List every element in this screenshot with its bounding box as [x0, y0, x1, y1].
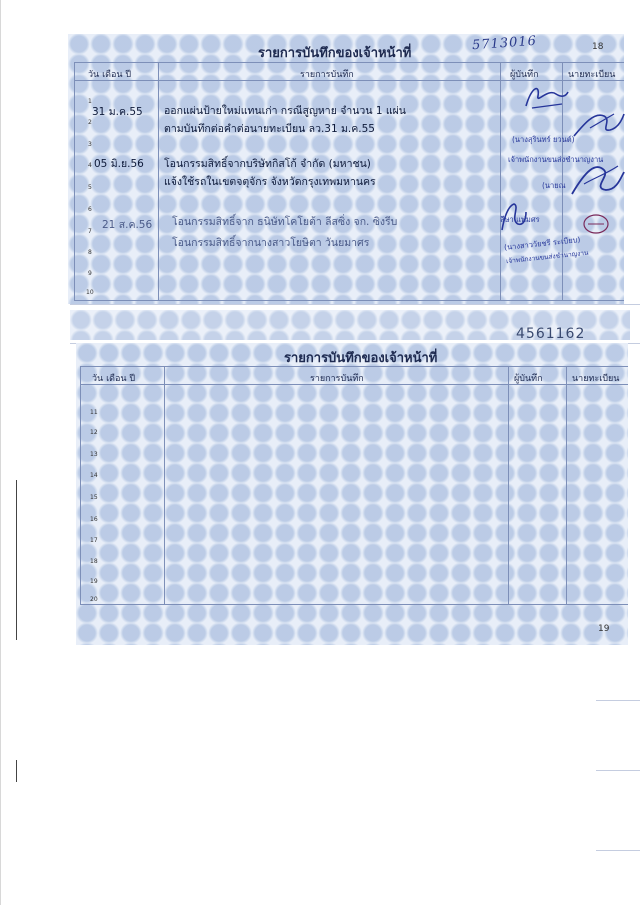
top-page-number: 18	[592, 42, 604, 52]
scan-line	[596, 770, 640, 771]
top-header-date: วัน เดือน ปี	[88, 70, 132, 80]
signature-name-4: (นางสาววัยชรี ระเบียบ)	[503, 235, 581, 252]
row-number: 19	[90, 578, 98, 585]
scan-line	[596, 850, 640, 851]
bottom-header-line	[80, 366, 628, 367]
entry-date: 31 ม.ค.55	[92, 106, 143, 118]
row-number: 5	[88, 184, 92, 191]
bottom-header-registrar: นายทะเบียน	[572, 374, 620, 384]
row-number: 8	[88, 249, 92, 256]
row-number: 14	[90, 472, 98, 479]
row-number: 17	[90, 537, 98, 544]
top-header-registrar: นายทะเบียน	[568, 70, 616, 80]
bottom-col-left	[80, 366, 81, 604]
top-col-date	[158, 62, 159, 300]
top-col-left	[74, 62, 75, 300]
bottom-register	[76, 343, 628, 645]
scan-line	[596, 700, 640, 701]
bottom-header-date: วัน เดือน ปี	[92, 374, 136, 384]
signature-1	[522, 82, 572, 112]
top-register-title: รายการบันทึกของเจ้าหน้าที่	[258, 46, 412, 61]
top-bottom-line	[74, 300, 624, 301]
row-number: 12	[90, 429, 98, 436]
row-number: 1	[88, 98, 92, 105]
entry-text: ออกแผ่นป้ายใหม่แทนเก่า กรณีสูญหาย จำนวน 1 แผ่น	[164, 105, 406, 117]
top-header-entry: รายการบันทึก	[300, 70, 354, 80]
row-number: 18	[90, 558, 98, 565]
scan-line	[70, 304, 640, 305]
entry-text: โอนกรรมสิทธิ์จากนางสาวโยษิตา วันยมาศร	[172, 237, 370, 249]
row-number: 10	[86, 289, 94, 296]
top-header-recorder: ผู้บันทึก	[510, 70, 539, 80]
signature-3	[566, 160, 626, 200]
top-col-entry	[500, 62, 501, 300]
bottom-col-recorder	[566, 366, 567, 604]
bottom-page-number: 19	[598, 624, 610, 634]
bottom-bottom-line	[80, 604, 628, 605]
bottom-header-recorder: ผู้บันทึก	[514, 374, 543, 384]
entry-text: โอนกรรมสิทธิ์จาก ธนิษัทโคโยต้า ลีสซิ่ง จก. ซิงรีบ	[172, 216, 398, 228]
bottom-col-entry	[508, 366, 509, 604]
row-number: 11	[90, 409, 98, 416]
signature-name-3: ลีษา แพ่มศร	[500, 215, 540, 224]
row-number: 4	[88, 162, 92, 169]
row-number: 16	[90, 516, 98, 523]
side-mark-lower	[16, 760, 17, 782]
entry-date: 21 ส.ค.56	[102, 219, 153, 231]
stamp-mark	[582, 212, 610, 236]
entry-text: ตามบันทึกต่อคำต่อนายทะเบียน ลว.31 ม.ค.55	[164, 123, 375, 135]
signature-name-1: (นางสุรินทร์ ยวนต์)	[512, 135, 575, 144]
entry-text: โอนกรรมสิทธิ์จากบริษัทกิสโก้ จำกัด (มหาชน)	[164, 158, 371, 170]
entry-date: 05 มิ.ย.56	[94, 158, 144, 170]
bottom-header-entry: รายการบันทึก	[310, 374, 364, 384]
handwritten-number: 5713016	[471, 33, 538, 54]
entry-text: แจ้งใช้รถในเขตจตุจักร จังหวัดกรุงเทพมหานคร	[164, 176, 376, 188]
bottom-col-date	[164, 366, 165, 604]
row-number: 7	[88, 228, 92, 235]
row-number: 6	[88, 206, 92, 213]
signature-position-4: เจ้าพนักงานขนส่งชำนาญงาน	[505, 248, 589, 266]
row-number: 2	[88, 119, 92, 126]
strip-number: 4561162	[516, 326, 586, 342]
row-number: 20	[90, 596, 98, 603]
row-number: 15	[90, 494, 98, 501]
top-header-line	[74, 62, 624, 63]
signature-name-2: (นายณ	[542, 181, 566, 190]
row-number: 9	[88, 270, 92, 277]
row-number: 13	[90, 451, 98, 458]
bottom-register-title: รายการบันทึกของเจ้าหน้าที่	[284, 351, 438, 366]
signature-2	[570, 108, 626, 142]
side-mark	[16, 480, 17, 640]
signature-position-1: เจ้าพนักงานขนส่งชำนาญงาน	[508, 155, 604, 164]
row-number: 3	[88, 141, 92, 148]
